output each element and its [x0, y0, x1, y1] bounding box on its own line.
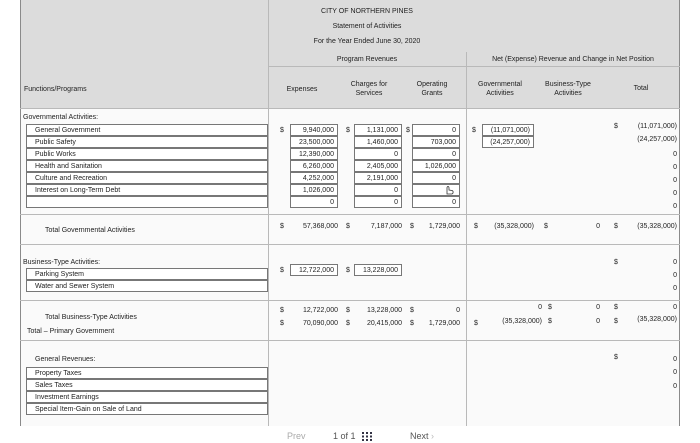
- currency-sign: $: [406, 127, 410, 134]
- primary-total-business: 0: [596, 318, 600, 325]
- total-value: 0: [673, 272, 677, 279]
- charges-field[interactable]: 1,131,000: [354, 124, 402, 136]
- charges-field[interactable]: 13,228,000: [354, 264, 402, 276]
- total-value: 0: [673, 190, 677, 197]
- primary-total-total: (35,328,000): [637, 316, 677, 323]
- operating-header-1: Operating: [416, 81, 448, 88]
- currency-sign: $: [614, 318, 618, 325]
- expenses-field[interactable]: 9,940,000: [290, 124, 338, 136]
- gov-total-charges: 7,187,000: [370, 223, 402, 230]
- business-header-1: Business-Type: [545, 81, 591, 88]
- list-item: General Government: [26, 124, 268, 136]
- currency-sign: $: [548, 318, 552, 325]
- currency-sign: $: [280, 127, 284, 134]
- gov-total-total: (35,328,000): [637, 223, 677, 230]
- list-item: Special Item-Gain on Sale of Land: [26, 403, 268, 415]
- grants-field[interactable]: 0: [412, 196, 460, 208]
- business-total-expenses: 12,722,000: [302, 307, 338, 314]
- grid-line: [268, 66, 680, 67]
- currency-sign: $: [346, 267, 350, 274]
- governmental-header-1: Governmental: [478, 81, 522, 88]
- grid-line: [20, 244, 680, 245]
- program-revenues-header: Program Revenues: [336, 56, 398, 63]
- total-value: 0: [673, 285, 677, 292]
- primary-total-expenses: 70,090,000: [302, 320, 338, 327]
- page-indicator: 1 of 1: [333, 431, 356, 441]
- grants-field[interactable]: 1,026,000: [412, 160, 460, 172]
- currency-sign: $: [474, 320, 478, 327]
- gov-total-expenses: 57,368,000: [302, 223, 338, 230]
- currency-sign: $: [474, 223, 478, 230]
- business-section-label: Business-Type Activities:: [23, 259, 101, 266]
- total-value: 0: [673, 356, 677, 363]
- currency-sign: $: [614, 354, 618, 361]
- list-item: Public Works: [26, 148, 268, 160]
- prev-button[interactable]: Prev: [287, 431, 306, 441]
- list-item: Public Safety: [26, 136, 268, 148]
- business-total-gov: 0: [538, 304, 542, 311]
- currency-sign: $: [346, 127, 350, 134]
- charges-field[interactable]: 2,191,000: [354, 172, 402, 184]
- charges-header-2: Services: [355, 90, 383, 97]
- gov-total-gov: (35,328,000): [494, 223, 534, 230]
- list-item: Property Taxes: [26, 367, 268, 379]
- list-item: Culture and Recreation: [26, 172, 268, 184]
- chevron-right-icon: ›: [431, 431, 435, 441]
- currency-sign: $: [544, 223, 548, 230]
- net-expense-header: Net (Expense) Revenue and Change in Net Position: [492, 56, 654, 63]
- business-total-business: 0: [596, 304, 600, 311]
- currency-sign: $: [614, 123, 618, 130]
- grid-line: [679, 0, 680, 433]
- business-header-2: Activities: [554, 90, 582, 97]
- currency-sign: $: [614, 223, 618, 230]
- charges-field[interactable]: 0: [354, 184, 402, 196]
- total-header: Total: [633, 85, 649, 92]
- grants-field[interactable]: [412, 184, 460, 196]
- expenses-field[interactable]: 12,722,000: [290, 264, 338, 276]
- operating-header-2: Grants: [421, 90, 443, 97]
- currency-sign: $: [280, 223, 284, 230]
- report-period: For the Year Ended June 30, 2020: [313, 38, 421, 45]
- charges-field[interactable]: 0: [354, 148, 402, 160]
- gov-activities-field[interactable]: (11,071,000): [482, 124, 534, 136]
- total-value: 0: [673, 259, 677, 266]
- gov-section-label: Governmental Activities:: [23, 114, 99, 121]
- charges-field[interactable]: 0: [354, 196, 402, 208]
- gov-total-grants: 1,729,000: [428, 223, 460, 230]
- list-item: Sales Taxes: [26, 379, 268, 391]
- business-total-charges: 13,228,000: [366, 307, 402, 314]
- primary-total-label: Total – Primary Government: [27, 328, 115, 335]
- grants-field[interactable]: 0: [412, 124, 460, 136]
- total-value: 0: [673, 203, 677, 210]
- total-value: 0: [673, 369, 677, 376]
- list-item: Interest on Long-Term Debt: [26, 184, 268, 196]
- primary-total-grants: 1,729,000: [428, 320, 460, 327]
- currency-sign: $: [346, 307, 350, 314]
- list-item: Investment Earnings: [26, 391, 268, 403]
- expenses-field[interactable]: 23,500,000: [290, 136, 338, 148]
- primary-total-gov: (35,328,000): [502, 318, 542, 325]
- expenses-field[interactable]: 12,390,000: [290, 148, 338, 160]
- grants-field[interactable]: 0: [412, 172, 460, 184]
- total-value: (24,257,000): [637, 136, 677, 143]
- business-total-grants: 0: [456, 307, 460, 314]
- grid-line: [20, 108, 680, 109]
- currency-sign: $: [346, 223, 350, 230]
- list-item: Water and Sewer System: [26, 280, 268, 292]
- currency-sign: $: [410, 320, 414, 327]
- expenses-header: Expenses: [286, 86, 318, 93]
- currency-sign: $: [472, 127, 476, 134]
- list-item: Parking System: [26, 268, 268, 280]
- governmental-header-2: Activities: [486, 90, 514, 97]
- currency-sign: $: [410, 223, 414, 230]
- report-title: CITY OF NORTHERN PINES: [321, 8, 413, 15]
- expenses-field[interactable]: 4,252,000: [290, 172, 338, 184]
- currency-sign: $: [280, 267, 284, 274]
- general-revenues-label: General Revenues:: [35, 356, 96, 363]
- list-item: Health and Sanitation: [26, 160, 268, 172]
- gov-total-business: 0: [596, 223, 600, 230]
- gov-activities-field[interactable]: (24,257,000): [482, 136, 534, 148]
- charges-field[interactable]: 1,460,000: [354, 136, 402, 148]
- total-value: 0: [673, 383, 677, 390]
- charges-field[interactable]: 2,405,000: [354, 160, 402, 172]
- currency-sign: $: [346, 320, 350, 327]
- functions-header: Functions/Programs: [24, 86, 87, 93]
- list-item: [26, 196, 268, 208]
- grid-line: [466, 52, 467, 433]
- grid-line: [20, 340, 680, 341]
- next-button[interactable]: Next ›: [410, 431, 435, 441]
- primary-total-charges: 20,415,000: [366, 320, 402, 327]
- total-value: 0: [673, 151, 677, 158]
- currency-sign: $: [280, 320, 284, 327]
- grid-view-icon[interactable]: [362, 432, 372, 441]
- report-subtitle: Statement of Activities: [332, 23, 402, 30]
- expenses-field[interactable]: 1,026,000: [290, 184, 338, 196]
- grants-field[interactable]: 0: [412, 148, 460, 160]
- cursor-hand-icon: [442, 185, 456, 195]
- currency-sign: $: [280, 307, 284, 314]
- business-total-total: 0: [673, 304, 677, 311]
- expenses-field[interactable]: 0: [290, 196, 338, 208]
- charges-header-1: Charges for: [350, 81, 388, 88]
- grid-line: [20, 214, 680, 215]
- grid-line: [20, 0, 21, 433]
- currency-sign: $: [614, 259, 618, 266]
- currency-sign: $: [614, 304, 618, 311]
- total-value: (11,071,000): [637, 123, 677, 130]
- currency-sign: $: [548, 304, 552, 311]
- grants-field[interactable]: 703,000: [412, 136, 460, 148]
- grid-line: [268, 0, 269, 433]
- grid-line: [20, 300, 680, 301]
- currency-sign: $: [410, 307, 414, 314]
- business-total-label: Total Business-Type Activities: [45, 314, 137, 321]
- gov-total-label: Total Governmental Activities: [45, 227, 135, 234]
- total-value: 0: [673, 177, 677, 184]
- total-value: 0: [673, 164, 677, 171]
- expenses-field[interactable]: 6,260,000: [290, 160, 338, 172]
